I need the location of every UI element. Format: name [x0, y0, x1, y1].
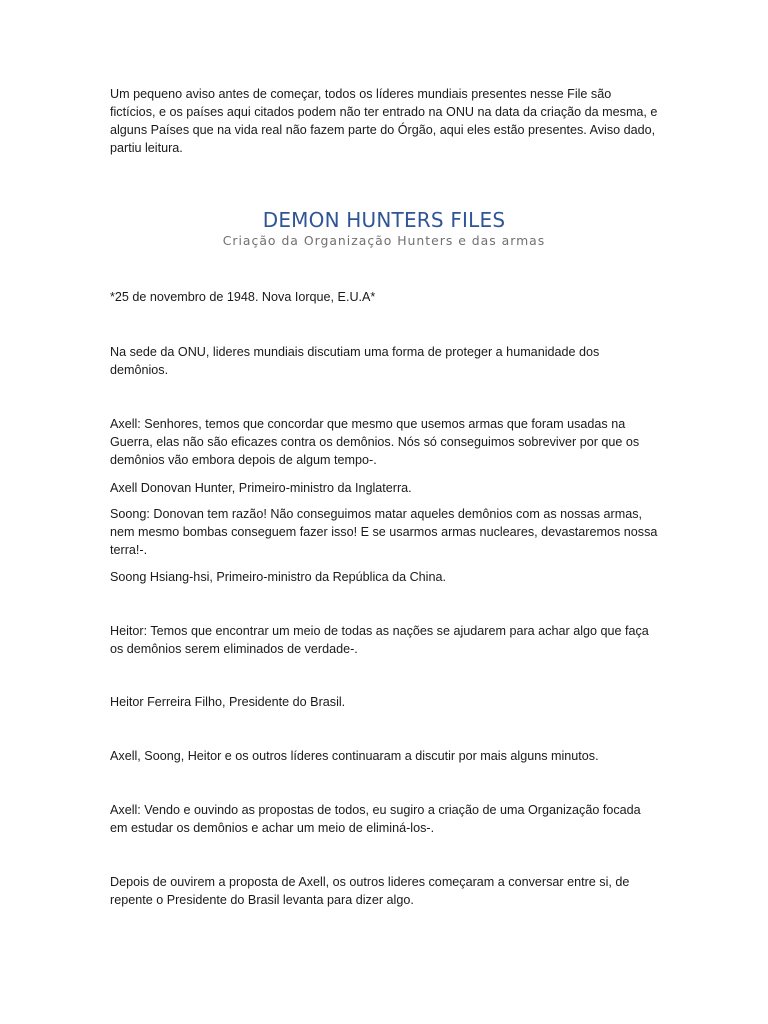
- caption-soong: Soong Hsiang-hsi, Primeiro-ministro da República da China.: [110, 570, 446, 584]
- caption-axell: Axell Donovan Hunter, Primeiro-ministro da Inglaterra.: [110, 481, 412, 495]
- dialogue-axell-1: Axell: Senhores, temos que concordar que mesmo que usemos armas que foram usadas na Guerra, elas não são eficazes contra os demônios. Nós só conseguimos sobreviver por que os demônios vão embora depois de algum tempo-.: [110, 417, 640, 467]
- body-paragraph: Na sede da ONU, lideres mundiais discutiam uma forma de proteger a humanidade dos demônios.: [110, 345, 600, 377]
- intro-paragraph: Um pequeno aviso antes de começar, todos os líderes mundiais presentes nesse File são fictícios, e os países aqui citados podem não ter entrado na ONU na data da criação da mesma, e alguns Países que na vida real não fazem parte do Órgão, aqui eles estão presentes. Aviso dado, partiu leitura.: [110, 87, 658, 155]
- document-title: DEMON HUNTERS FILES: [262, 208, 506, 232]
- date-line: *25 de novembro de 1948. Nova Iorque, E.U.A*: [110, 290, 376, 304]
- dialogue-axell-2: Axell: Vendo e ouvindo as propostas de todos, eu sugiro a criação de uma Organização focada em estudar os demônios e achar um meio de eliminá-los-.: [110, 803, 641, 835]
- dialogue-heitor: Heitor: Temos que encontrar um meio de todas as nações se ajudarem para achar algo que faça os demônios serem eliminados de verdade-.: [110, 624, 649, 656]
- title-block: [110, 208, 658, 250]
- caption-heitor: Heitor Ferreira Filho, Presidente do Brasil.: [110, 695, 346, 709]
- dialogue-soong: Soong: Donovan tem razão! Não conseguimos matar aqueles demônios com as nossas armas, nem mesmo bombas conseguem fazer isso! E se usarmos armas nucleares, devastaremos nossa terra!-.: [110, 507, 658, 557]
- closing-paragraph: Depois de ouvirem a proposta de Axell, os outros lideres começaram a conversar entre si, de repente o Presidente do Brasil levanta para dizer algo.: [110, 875, 630, 907]
- document-subtitle: Criação da Organização Hunters e das armas: [222, 233, 546, 248]
- narration-paragraph: Axell, Soong, Heitor e os outros líderes continuaram a discutir por mais alguns minutos.: [110, 749, 599, 763]
